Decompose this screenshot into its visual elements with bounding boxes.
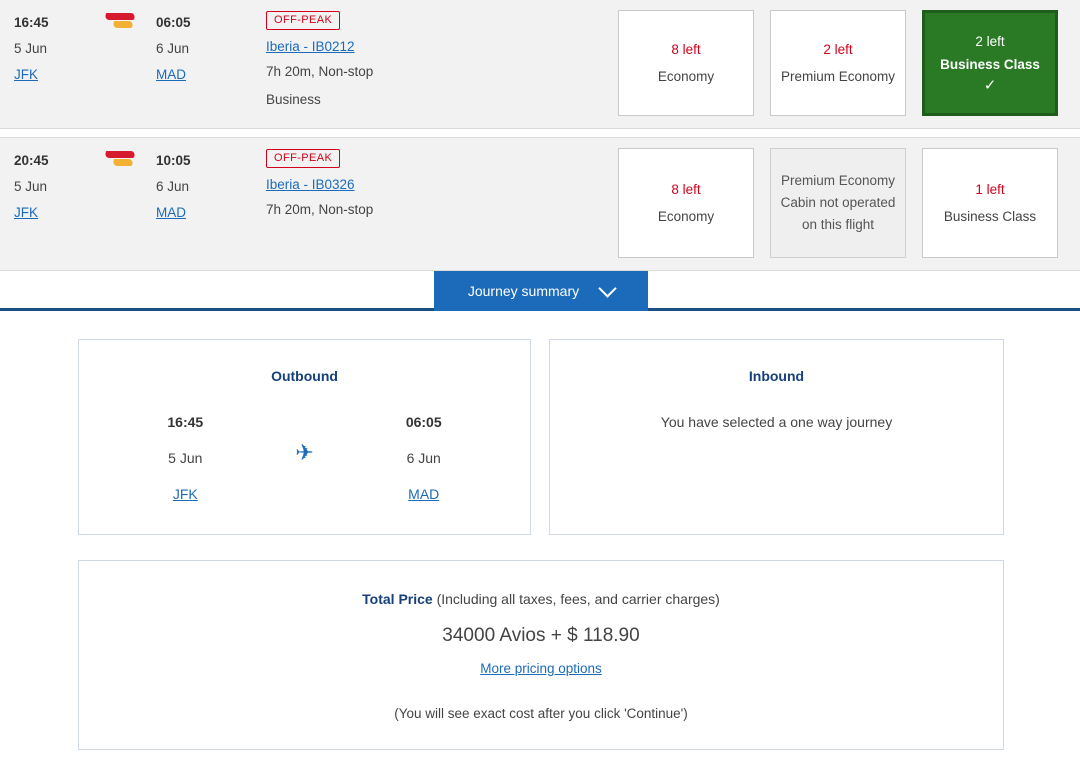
outbound-departure-date: 5 Jun (168, 450, 203, 466)
fare-period-badge: OFF-PEAK (266, 149, 340, 168)
arrival-info (156, 148, 266, 225)
arrival-airport-link[interactable]: MAD (156, 205, 186, 220)
outbound-panel (78, 339, 531, 535)
outbound-arrival-airport-link[interactable]: MAD (408, 486, 440, 502)
inbound-title: Inbound (748, 368, 805, 384)
airplane-icon: ✈ (295, 440, 314, 465)
flight-details (266, 148, 546, 230)
iberia-logo-icon (105, 13, 135, 29)
outbound-arrival-time: 06:05 (405, 414, 442, 430)
journey-summary-label: Journey summary (467, 283, 580, 299)
journey-summary-band (0, 271, 1080, 311)
cabin-options (546, 148, 1066, 258)
total-price-label: Total Price (362, 591, 433, 607)
cabin-name: Business Class (943, 209, 1037, 224)
outbound-departure-airport-link[interactable]: JFK (172, 486, 198, 502)
cabin-seats-left: 1 left (975, 182, 1005, 197)
cabin-name: Business Class (940, 56, 1040, 72)
cabin-option-business-selected[interactable] (922, 10, 1058, 116)
journey-summary-toggle[interactable] (434, 271, 648, 311)
cabin-options (546, 10, 1066, 116)
departure-date: 5 Jun (14, 41, 48, 56)
cabin-name: Premium Economy (780, 69, 896, 84)
total-price-sublabel: (Including all taxes, fees, and carrier charges) (432, 591, 720, 607)
arrival-airport-link[interactable]: MAD (156, 67, 186, 82)
cabin-option-premium-economy-unavailable (770, 148, 906, 258)
cabin-name: Premium Economy (780, 173, 896, 188)
departure-airport-link[interactable]: JFK (14, 67, 39, 82)
cabin-name: Economy (657, 69, 715, 84)
outbound-arrival (384, 414, 464, 502)
inbound-panel (549, 339, 1004, 535)
cabin-option-economy[interactable] (618, 148, 754, 258)
iberia-logo-icon (105, 151, 135, 167)
outbound-title: Outbound (271, 368, 338, 384)
outbound-leg (79, 414, 530, 502)
departure-airport-link[interactable]: JFK (14, 205, 39, 220)
arrival-date: 6 Jun (156, 41, 190, 56)
cabin-option-premium-economy[interactable] (770, 10, 906, 116)
airline-logo (84, 148, 156, 167)
arrival-time: 10:05 (156, 153, 191, 168)
check-icon: ✓ (983, 76, 997, 94)
arrival-time: 06:05 (156, 15, 191, 30)
total-price-panel (78, 560, 1004, 750)
arrival-info (156, 10, 266, 87)
selected-cabin-label: Business (266, 92, 321, 107)
journey-summary-panels (0, 311, 1080, 535)
departure-time: 16:45 (14, 15, 49, 30)
airline-logo (84, 10, 156, 29)
outbound-arrival-date: 6 Jun (406, 450, 441, 466)
departure-date: 5 Jun (14, 179, 48, 194)
cabin-unavailable-note-line1: Cabin not operated (780, 195, 896, 210)
flight-duration: 7h 20m, Non-stop (266, 202, 374, 217)
departure-time: 20:45 (14, 153, 49, 168)
departure-info (14, 148, 84, 225)
cabin-seats-left: 2 left (823, 42, 853, 57)
departure-info (14, 10, 84, 87)
cabin-name: Economy (657, 209, 715, 224)
cabin-option-business[interactable] (922, 148, 1058, 258)
flight-number-link[interactable]: Iberia - IB0212 (266, 39, 355, 54)
cabin-seats-left: 8 left (671, 182, 701, 197)
cabin-seats-left: 2 left (975, 33, 1005, 49)
fare-period-badge: OFF-PEAK (266, 11, 340, 30)
chevron-down-icon (598, 279, 616, 297)
cabin-option-economy[interactable] (618, 10, 754, 116)
arrival-date: 6 Jun (156, 179, 190, 194)
total-price-amount: 34000 Avios + $ 118.90 (442, 625, 640, 646)
cabin-unavailable-note-line2: on this flight (801, 217, 875, 232)
more-pricing-options-link[interactable]: More pricing options (480, 661, 602, 676)
total-price-heading (79, 591, 1003, 607)
inbound-message: You have selected a one way journey (660, 414, 893, 430)
flight-duration: 7h 20m, Non-stop (266, 64, 374, 79)
price-disclaimer: (You will see exact cost after you click 'Continue') (394, 706, 688, 721)
outbound-departure (145, 414, 225, 502)
flight-details (266, 10, 546, 107)
flight-number-link[interactable]: Iberia - IB0326 (266, 177, 355, 192)
flight-row[interactable] (0, 137, 1080, 271)
cabin-seats-left: 8 left (671, 42, 701, 57)
outbound-departure-time: 16:45 (167, 414, 204, 430)
flight-row[interactable] (0, 0, 1080, 129)
